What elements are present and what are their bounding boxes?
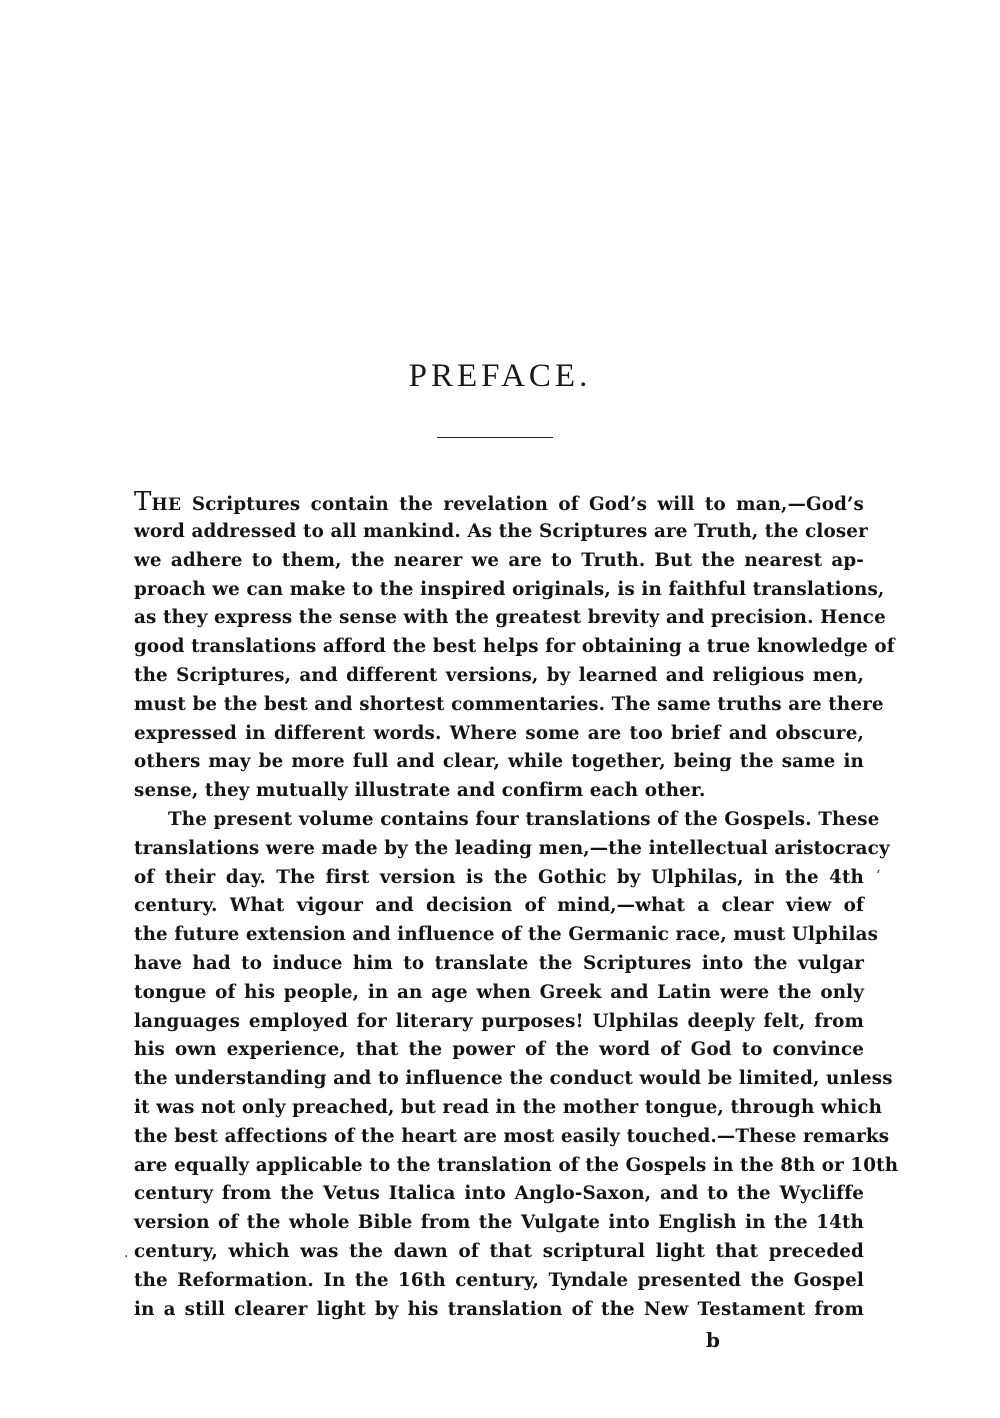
small-caps: HE	[151, 495, 182, 515]
paragraph-1-line: sense, they mutually illustrate and confirm each other.	[134, 780, 706, 802]
title-rule	[437, 437, 553, 438]
paragraph-2-line: of their day. The first version is the Gothic by Ulphilas, in the 4th	[134, 866, 864, 888]
paragraph-2-line: version of the whole Bible from the Vulgate into English in the 14th	[134, 1212, 864, 1234]
paragraph-1-line: as they express the sense with the greatest brevity and precision. Hence	[134, 607, 886, 629]
paragraph-1-line: others may be more full and clear, while together, being the same in	[134, 751, 864, 773]
paragraph-2-line: the understanding and to influence the conduct would be limited, unless	[134, 1068, 893, 1090]
paragraph-2-line: the Reformation. In the 16th century, Tyndale presented the Gospel	[134, 1269, 864, 1291]
signature-mark: b	[706, 1328, 720, 1352]
paragraph-2-line: his own experience, that the power of the word of God to convince	[134, 1039, 864, 1061]
paragraph-2-line: tongue of his people, in an age when Greek and Latin were the only	[134, 981, 864, 1003]
paragraph-2-line: it was not only preached, but read in the mother tongue, through which	[134, 1096, 883, 1118]
margin-mark: ‘	[876, 868, 881, 884]
paragraph-2-line: the best affections of the heart are most easily touched.—These remarks	[134, 1125, 890, 1147]
paragraph-1-line: expressed in different words. Where some are too brief and obscure,	[134, 722, 864, 744]
paragraph-2-line: translations were made by the leading men,—the intellectual aristocracy	[134, 837, 890, 859]
paragraph-1-line: good translations afford the best helps for obtaining a true knowledge of	[134, 636, 895, 658]
paragraph-2-line: century from the Vetus Italica into Anglo-Saxon, and to the Wycliffe	[134, 1183, 864, 1205]
paragraph-2-line: in a still clearer light by his translation of the New Testament from	[134, 1298, 864, 1320]
paragraph-2-line: century, which was the dawn of that scriptural light that preceded	[134, 1240, 864, 1262]
margin-dot: .	[124, 1245, 129, 1261]
paragraph-2-line: the future extension and influence of the Germanic race, must Ulphilas	[134, 924, 879, 946]
paragraph-1-line: proach we can make to the inspired originals, is in faithful translations,	[134, 578, 885, 600]
paragraph-1-line: must be the best and shortest commentaries. The same truths are there	[134, 693, 884, 715]
paragraph-1-line: word addressed to all mankind. As the Scriptures are Truth, the closer	[134, 521, 868, 542]
paragraph-1-line: we adhere to them, the nearer we are to Truth. But the nearest ap-	[134, 549, 864, 571]
paragraph-1-first-line	[134, 487, 864, 518]
paragraph-2-line: have had to induce him to translate the Scriptures into the vulgar	[134, 952, 864, 974]
first-line-text: Scriptures contain the revelation of God’s will to man,—God’s	[181, 494, 864, 515]
preface-body	[134, 487, 899, 1324]
paragraph-1-line: the Scriptures, and different versions, by learned and religious men,	[134, 664, 864, 686]
paragraph-2-line: are equally applicable to the translation of the Gospels in the 8th or 10th	[134, 1154, 899, 1176]
paragraph-2-line: century. What vigour and decision of mind,—what a clear view of	[134, 895, 864, 917]
page-title: PREFACE.	[408, 358, 592, 394]
paragraph-2-line: The present volume contains four translations of the Gospels. These	[168, 808, 880, 830]
paragraph-2-line: languages employed for literary purposes! Ulphilas deeply felt, from	[134, 1010, 864, 1032]
drop-cap: T	[134, 487, 152, 517]
